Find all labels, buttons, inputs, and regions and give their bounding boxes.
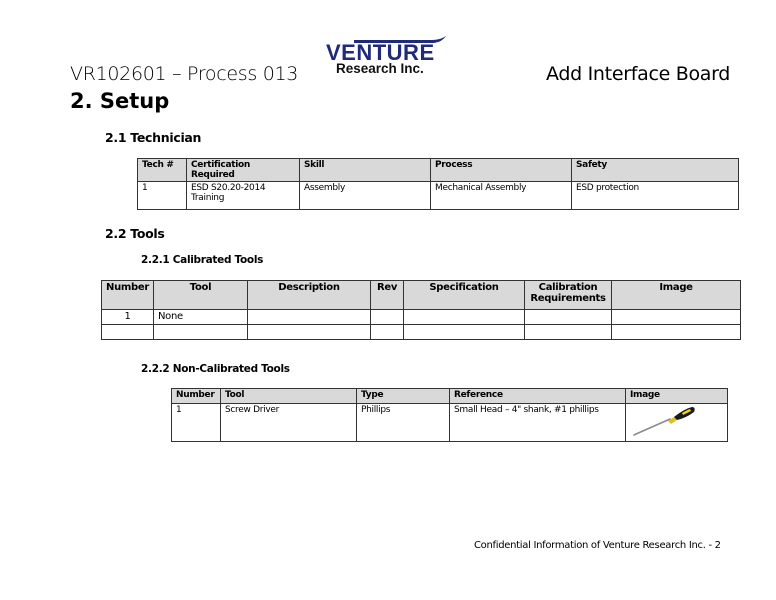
- cell-tool: None: [154, 310, 248, 325]
- column-header: Description: [248, 281, 371, 310]
- cell-type: Phillips: [357, 404, 450, 442]
- cell-image: [612, 310, 741, 325]
- column-header: Reference: [450, 389, 626, 404]
- non-calibrated-tools-heading: 2.2.2 Non-Calibrated Tools: [141, 363, 290, 375]
- cell-process: Mechanical Assembly: [431, 182, 572, 210]
- table-row: [102, 325, 741, 340]
- table-row: [102, 310, 741, 325]
- technician-table: [137, 158, 739, 210]
- column-header: Rev: [371, 281, 404, 310]
- cell-description: [248, 310, 371, 325]
- table-header-row: [172, 389, 728, 404]
- cell-number: [102, 325, 154, 340]
- cell-rev: [371, 310, 404, 325]
- cell-calibration: [525, 325, 612, 340]
- cell-image: [612, 325, 741, 340]
- cell-certification: ESD S20.20-2014 Training: [187, 182, 300, 210]
- column-header: Process: [431, 159, 572, 182]
- cell-tool: [154, 325, 248, 340]
- non-calibrated-tools-table: [171, 388, 728, 442]
- column-header: Safety: [572, 159, 739, 182]
- section-title: 2. Setup: [70, 89, 170, 113]
- column-header: Image: [626, 389, 728, 404]
- cell-reference: Small Head – 4" shank, #1 phillips: [450, 404, 626, 442]
- screwdriver-icon: [626, 404, 718, 438]
- cell-specification: [404, 310, 525, 325]
- cell-rev: [371, 325, 404, 340]
- column-header: Number: [102, 281, 154, 310]
- cell-number: 1: [172, 404, 221, 442]
- cell-tool: Screw Driver: [221, 404, 357, 442]
- column-header: Type: [357, 389, 450, 404]
- column-header: Number: [172, 389, 221, 404]
- document-title: Add Interface Board: [546, 63, 731, 85]
- column-header: Tech #: [138, 159, 187, 182]
- logo-research-text: Research Inc.: [336, 61, 424, 76]
- column-header: Specification: [404, 281, 525, 310]
- company-logo: [326, 36, 448, 80]
- column-header: Tool: [154, 281, 248, 310]
- cell-specification: [404, 325, 525, 340]
- cell-description: [248, 325, 371, 340]
- table-header-row: [102, 281, 741, 310]
- footer-text: Confidential Information of Venture Research Inc. - 2: [474, 540, 721, 551]
- cell-safety: ESD protection: [572, 182, 739, 210]
- column-header: Certification Required: [187, 159, 300, 182]
- column-header: Tool: [221, 389, 357, 404]
- table-row: [172, 404, 728, 442]
- logo-venture-text: VENTURE: [326, 40, 435, 65]
- table-row: [138, 182, 739, 210]
- calibrated-tools-table: [101, 280, 741, 340]
- column-header: Calibration Requirements: [525, 281, 612, 310]
- cell-tech-number: 1: [138, 182, 187, 210]
- cell-image: [626, 404, 728, 442]
- calibrated-tools-heading: 2.2.1 Calibrated Tools: [141, 254, 264, 266]
- column-header: Image: [612, 281, 741, 310]
- cell-skill: Assembly: [300, 182, 431, 210]
- technician-heading: 2.1 Technician: [105, 130, 202, 145]
- cell-number: 1: [102, 310, 154, 325]
- document-id: VR102601 – Process 013: [70, 63, 299, 85]
- cell-calibration: [525, 310, 612, 325]
- table-header-row: [138, 159, 739, 182]
- tools-heading: 2.2 Tools: [105, 226, 165, 241]
- column-header: Skill: [300, 159, 431, 182]
